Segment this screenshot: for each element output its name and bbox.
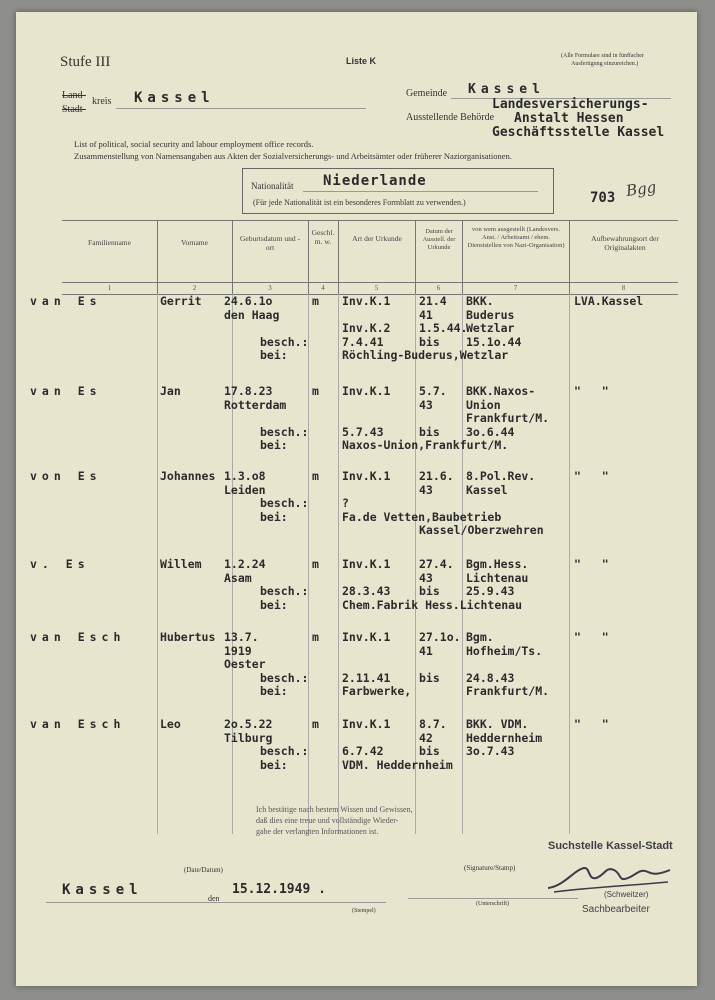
- nationality-label: Nationalität: [251, 181, 294, 191]
- col-body-divider: [338, 294, 339, 834]
- form-sheet: [16, 12, 697, 986]
- liste-label: Liste K: [346, 56, 377, 66]
- entry-field-c3: den Haag: [224, 307, 280, 322]
- entry-field-c4: m: [312, 384, 319, 398]
- entry-field-c4: m: [312, 294, 319, 308]
- col-num: 2: [192, 284, 197, 292]
- entry-field-c7: BKK. VDM.: [466, 717, 529, 731]
- col-head-5: Art der Urkunde: [352, 234, 402, 243]
- entry-field-c7: Lichtenau: [466, 570, 529, 585]
- entry-field-c3: Rotterdam: [224, 397, 287, 412]
- entry-field-c7: Bgm.: [466, 630, 494, 644]
- entry-field-c7: Buderus: [466, 307, 515, 322]
- copies-note-line: Ausfertigung einzureichen.): [571, 61, 639, 67]
- entry-field-c6: bis: [419, 670, 440, 685]
- entry-field-c8: " ": [574, 469, 609, 483]
- entry-field-c3r: bei:: [260, 684, 288, 698]
- table-top-rule: [62, 220, 678, 221]
- entry-field-c6: 27.4.: [419, 557, 454, 571]
- certification-line: Ich bestätige nach bestem Wissen und Gewissen,: [256, 805, 413, 814]
- entry-vorname: Hubertus: [160, 630, 216, 644]
- entry-field-c7: Union: [466, 397, 501, 412]
- entry-field-c3: Oester: [224, 657, 266, 671]
- gemeinde-label: Gemeinde: [406, 88, 448, 99]
- entry-field-c6: 43: [419, 570, 433, 585]
- entry-field-c5: Inv.K.1: [342, 630, 391, 644]
- col-num: 1: [107, 284, 112, 292]
- col-head-8: Aufbewahrungsort der Originalakten: [591, 234, 659, 252]
- entry-vorname: Gerrit: [160, 294, 202, 308]
- col-head-7: von wem ausgestellt (Landesvers. Anst. / Arbeitsamt / ehem. Dienststellen von Nazi-Organisation): [467, 226, 565, 249]
- stufe-label: Stufe III: [60, 54, 111, 70]
- entry-field-c3: 1.2.24: [224, 557, 266, 571]
- entry-field-c7: Hofheim/Ts.: [466, 643, 543, 658]
- entry-field-c6: 41: [419, 643, 433, 658]
- entry-field-c6: 21.4: [419, 294, 447, 308]
- entry-vorname: Johannes: [160, 469, 216, 483]
- entry-familienname: van Es: [30, 294, 102, 308]
- stamp-title: Sachbearbeiter: [582, 904, 650, 915]
- entry-familienname: von Es: [30, 469, 102, 483]
- col-body-divider: [462, 294, 463, 834]
- entry-field-c4: m: [312, 469, 319, 483]
- kreis-underline: [116, 108, 366, 109]
- entry-field-c7: Wetzlar: [466, 321, 515, 335]
- col-body-divider: [157, 294, 158, 834]
- entry-field-c6: 8.7.: [419, 717, 447, 731]
- kreis-label: kreis: [92, 96, 112, 107]
- nationality-underline: [303, 191, 538, 192]
- entry-field-c4: m: [312, 717, 319, 731]
- form-number: 703: [590, 190, 616, 206]
- entry-field-c3: 13.7.: [224, 630, 259, 644]
- entry-field-c3r: besch.:: [260, 334, 309, 349]
- entry-field-c6: 27.1o.: [419, 630, 461, 644]
- col-body-divider: [569, 294, 570, 834]
- col-num: 3: [268, 284, 272, 292]
- nationality-note: (Für jede Nationalität ist ein besonderes Formblatt zu verwenden.): [253, 198, 466, 207]
- col-divider: [232, 220, 233, 294]
- behoerde-line: Geschäftsstelle Kassel: [492, 125, 665, 140]
- col-num: 4: [321, 284, 325, 292]
- entry-field-c5: VDM. Heddernheim: [342, 757, 453, 772]
- copies-note-line: (Alle Formulare sind in fünffacher: [561, 53, 644, 59]
- entry-field-c3r: besch.:: [260, 424, 309, 439]
- list-description-de: Zusammenstellung von Namensangaben aus Akten der Sozialversicherungs- und Arbeitsämter oder früherer Naziorganisationen.: [74, 151, 512, 161]
- entry-field-c3: Leiden: [224, 482, 266, 497]
- entry-field-c5: ?: [342, 496, 349, 510]
- entry-field-c8: LVA.Kassel: [574, 294, 644, 308]
- entry-field-c8: " ": [574, 630, 609, 644]
- list-description-en: List of political, social security and labour employment office records.: [74, 139, 314, 149]
- entry-field-c7: BKK.Naxos-: [466, 384, 536, 398]
- entry-field-c5: Naxos-Union,Frankfurt/M.: [342, 438, 509, 452]
- den-label: den: [208, 894, 220, 903]
- entry-field-c3r: bei:: [260, 438, 288, 452]
- copies-note: [561, 52, 644, 68]
- entry-field-c7: 25.9.43: [466, 584, 515, 598]
- entry-familienname: van Esch: [30, 630, 126, 644]
- entry-field-c8: " ": [574, 384, 609, 398]
- entry-vorname: Jan: [160, 384, 181, 398]
- entry-field-c6: bis: [419, 424, 440, 439]
- office-stamp: Suchstelle Kassel-Stadt: [548, 840, 673, 852]
- entry-field-c3r: besch.:: [260, 496, 309, 510]
- entry-field-c5: Inv.K.1: [342, 557, 391, 571]
- entry-field-c5: Inv.K.1: [342, 469, 391, 483]
- entry-field-c6: 43: [419, 397, 433, 412]
- col-num: 6: [436, 284, 441, 292]
- entry-field-c7: 8.Pol.Rev.: [466, 469, 536, 483]
- entry-field-c5: Farbwerke,: [342, 684, 412, 698]
- entry-field-c6: 21.6.: [419, 469, 454, 483]
- entry-field-c6: 5.7.: [419, 384, 447, 398]
- entry-field-c3: Asam: [224, 570, 252, 585]
- entry-familienname: van Es: [30, 384, 102, 398]
- table-header-rule: [62, 282, 678, 283]
- entry-field-c3: 24.6.1o: [224, 294, 273, 308]
- entry-field-c3: 2o.5.22: [224, 717, 273, 731]
- nationality-box: [242, 168, 554, 214]
- entry-field-c6: 41: [419, 307, 433, 322]
- col-divider: [157, 220, 158, 294]
- gemeinde-value: Kassel: [468, 82, 545, 97]
- signature-label: (Signature/Stamp): [464, 864, 516, 872]
- entry-field-c6: bis: [419, 744, 440, 758]
- col-head-4: Geschl. m. w.: [311, 228, 335, 246]
- entry-field-c6: 43: [419, 482, 433, 497]
- behoerde-value: [492, 98, 664, 140]
- behoerde-label: Ausstellende Behörde: [406, 112, 495, 123]
- entry-field-c3: 1.3.o8: [224, 469, 266, 483]
- col-head-6: Datum der Ausstell. der Urkunde: [422, 228, 456, 251]
- entry-field-c3r: bei:: [260, 757, 288, 772]
- entry-field-c5: Inv.K.1: [342, 717, 391, 731]
- entry-field-c7: Heddernheim: [466, 730, 543, 745]
- entry-field-c7: 24.8.43: [466, 670, 515, 685]
- land-struck: Land-: [62, 90, 86, 101]
- entry-field-c6: Kassel/Oberzwehren: [419, 523, 544, 537]
- entry-field-c5: Inv.K.1: [342, 384, 391, 398]
- entry-field-c5: 7.4.41: [342, 334, 384, 349]
- col-head-3: Geburtsdatum und -ort: [240, 234, 300, 252]
- entry-field-c3r: besch.:: [260, 670, 309, 685]
- place-value: Kassel: [62, 882, 143, 898]
- entry-field-c5: 6.7.42: [342, 744, 384, 758]
- col-divider: [462, 220, 463, 294]
- entry-field-c4: m: [312, 630, 319, 644]
- entry-field-c5: 2.11.41: [342, 670, 391, 685]
- nationality-value: Niederlande: [323, 173, 427, 189]
- entry-field-c7: Frankfurt/M.: [466, 411, 550, 425]
- date-label: (Date/Datum): [184, 866, 223, 874]
- entry-field-c3r: bei:: [260, 348, 288, 362]
- kreis-value: Kassel: [134, 90, 215, 106]
- entry-field-c7: Kassel: [466, 482, 508, 497]
- stadt-struck: Stadt-: [62, 104, 86, 115]
- certification-text: [256, 804, 413, 837]
- entry-field-c3r: besch.:: [260, 744, 309, 758]
- entry-field-c3: Tilburg: [224, 730, 273, 745]
- entry-familienname: v. Es: [30, 557, 90, 571]
- entry-field-c3r: besch.:: [260, 584, 309, 598]
- entry-field-c3r: bei:: [260, 509, 288, 524]
- entry-field-c7: 15.1o.44: [466, 334, 522, 349]
- entry-field-c7: Bgm.Hess.: [466, 557, 529, 571]
- entry-vorname: Leo: [160, 717, 181, 731]
- entry-familienname: van Esch: [30, 717, 126, 731]
- behoerde-line: Anstalt Hessen: [514, 111, 624, 126]
- entry-field-c7: Frankfurt/M.: [466, 684, 550, 698]
- entry-field-c3: 1919: [224, 643, 252, 658]
- unterschrift-label: (Unterschrift): [476, 901, 509, 907]
- entry-field-c3: 17.8.23: [224, 384, 273, 398]
- entry-field-c6: bis: [419, 584, 440, 598]
- col-head-2: Vorname: [181, 238, 208, 247]
- entry-field-c3r: bei:: [260, 597, 288, 612]
- entry-field-c6: 42: [419, 730, 433, 745]
- stempel-label: (Stempel): [352, 908, 376, 914]
- certification-line: daß dies eine treue und vollständige Wieder-: [256, 816, 399, 825]
- col-head-1: Familienname: [88, 238, 131, 247]
- col-body-divider: [415, 294, 416, 834]
- entry-field-c7: 3o.6.44: [466, 424, 515, 439]
- entry-field-c5: Fa.de Vetten,Baubetrieb: [342, 509, 502, 524]
- certification-line: gabe der verlangten Informationen ist.: [256, 827, 379, 836]
- entry-field-c5: 5.7.43: [342, 424, 384, 439]
- entry-field-c5: Inv.K.2: [342, 321, 391, 335]
- entry-vorname: Willem: [160, 557, 202, 571]
- entry-field-c5: Chem.Fabrik Hess.Lichtenau: [342, 597, 523, 612]
- entry-field-c8: " ": [574, 717, 609, 731]
- col-num: 5: [374, 284, 379, 292]
- col-num: 8: [621, 284, 626, 292]
- stamp-name: (Schweitzer): [604, 890, 649, 899]
- col-num: 7: [513, 284, 518, 292]
- entry-field-c6: bis: [419, 334, 440, 349]
- entry-field-c8: " ": [574, 557, 609, 571]
- handwritten-initials: Bgg: [624, 177, 658, 201]
- col-divider: [569, 220, 570, 294]
- signature-underline: [408, 898, 578, 899]
- col-divider: [338, 220, 339, 294]
- entry-field-c5: 28.3.43: [342, 584, 391, 598]
- entry-field-c5: Röchling-Buderus,Wetzlar: [342, 348, 509, 362]
- date-underline: [46, 902, 386, 903]
- date-value: 15.12.1949 .: [232, 882, 326, 897]
- behoerde-line: Landesversicherungs-: [492, 97, 649, 112]
- entry-field-c6: 1.5.44.: [419, 321, 468, 335]
- entry-field-c7: BKK.: [466, 294, 494, 308]
- entry-field-c7: 3o.7.43: [466, 744, 515, 758]
- entry-field-c4: m: [312, 557, 319, 571]
- entry-field-c5: Inv.K.1: [342, 294, 391, 308]
